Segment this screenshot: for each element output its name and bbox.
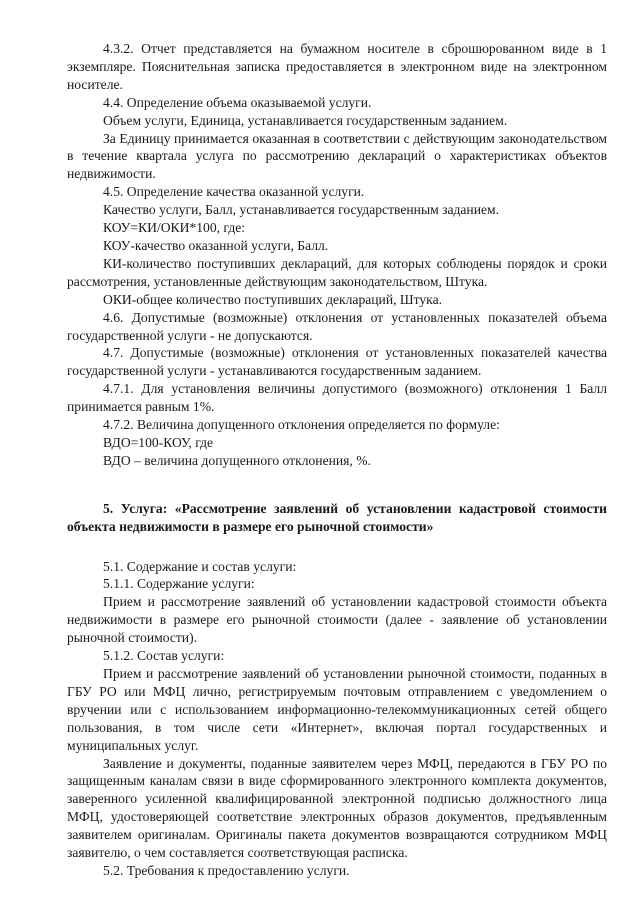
spacer: [67, 470, 607, 500]
paragraph-5-1: 5.1. Содержание и состав услуги:: [103, 558, 297, 574]
paragraph-5-2: 5.2. Требования к предоставлению услуги.: [103, 862, 350, 878]
paragraph-unit-definition: За Единицу принимается оказанная в соответствии с действующим законодательством в течение квартала услуга по рассмотрению деклараций о характеристиках объектов недвижимости.: [67, 130, 607, 182]
paragraph-4-3-2: 4.3.2. Отчет представляется на бумажном носителе в сброшюрованном виде в 1 экземпляре. Пояснительная записка предоставляется в электронном виде на электронном носителе.: [67, 41, 607, 92]
definition-ki: КИ-количество поступивших деклараций, для которых соблюдены порядок и сроки рассмотрения, установленные действующим законодательством, Штука.: [67, 255, 607, 289]
paragraph-4-7-1: 4.7.1. Для установления величины допустимого (возможного) отклонения 1 Балл принимается равным 1%.: [67, 381, 607, 415]
paragraph-service-composition: Прием и рассмотрение заявлений об установлении рыночной стоимости, поданных в ГБУ РО или МФЦ лично, регистрируемым почтовым отправлением с уведомлением о вручении или с использованием информационно-телекоммуникационных сетей общего пользования, в том числе сети «Интернет», включая портал государственных и муниципальных услуг.: [67, 666, 607, 753]
paragraph-5-1-2: 5.1.2. Состав услуги:: [103, 648, 225, 664]
paragraph-5-1-1: 5.1.1. Содержание услуги:: [103, 576, 255, 592]
definition-vdo: ВДО – величина допущенного отклонения, %.: [103, 452, 371, 468]
paragraph-4-6: 4.6. Допустимые (возможные) отклонения от установленных показателей объема государственной услуги - не допускаются.: [67, 309, 607, 343]
document-page: [67, 40, 607, 880]
section-5-title: «Рассмотрение заявлений об установлении кадастровой стоимости объекта недвижимости в размере его рыночной стоимости»: [67, 500, 607, 534]
paragraph-4-7-2: 4.7.2. Величина допущенного отклонения определяется по формуле:: [103, 417, 500, 433]
paragraph-volume-unit: Объем услуги, Единица, устанавливается государственным заданием.: [103, 112, 508, 128]
paragraph-4-7: 4.7. Допустимые (возможные) отклонения от установленных показателей качества государственной услуги - устанавливаются государственным заданием.: [67, 345, 607, 379]
paragraph-4-5: 4.5. Определение качества оказанной услуги.: [103, 184, 365, 200]
section-5-heading: [67, 500, 607, 536]
paragraph-4-4: 4.4. Определение объема оказываемой услуги.: [103, 94, 372, 110]
formula-kou: КОУ=КИ/ОКИ*100, где:: [103, 220, 246, 236]
paragraph-quality-score: Качество услуги, Балл, устанавливается государственным заданием.: [103, 202, 500, 218]
paragraph-service-content: Прием и рассмотрение заявлений об установлении кадастровой стоимости объекта недвижимости в размере его рыночной стоимости (далее - заявление об установлении рыночной стоимости).: [67, 594, 607, 646]
paragraph-mfc-transfer: Заявление и документы, поданные заявителем через МФЦ, передаются в ГБУ РО по защищенным каналам связи в виде сформированного электронного комплекта документов, заверенного усиленной квалифицированной электронной подписью должностного лица МФЦ, удостоверяющей соответствие электронных образов документов, предъявленным заявителем оригиналам. Оригиналы пакета документов возвращаются сотрудником МФЦ заявителю, о чем составляется соответствующая расписка.: [67, 755, 607, 861]
section-5-number: 5. Услуга:: [103, 500, 168, 516]
formula-vdo: ВДО=100-КОУ, где: [103, 434, 214, 450]
definition-oki: ОКИ-общее количество поступивших деклараций, Штука.: [103, 291, 443, 307]
definition-kou: КОУ-качество оказанной услуги, Балл.: [103, 237, 329, 253]
spacer: [67, 536, 607, 558]
